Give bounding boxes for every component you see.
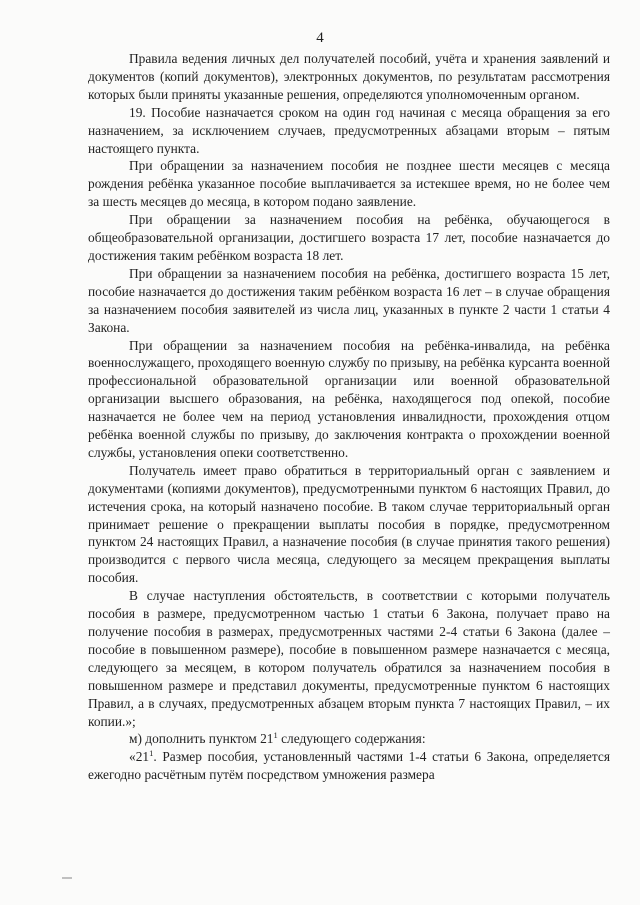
amendment-m-text-after: следующего содержания: xyxy=(277,731,426,747)
scan-artifact xyxy=(62,877,72,879)
amendment-m-text-before: м) дополнить пунктом 21 xyxy=(129,731,274,747)
paragraph-item-21-1 xyxy=(88,748,610,784)
document-body xyxy=(88,50,610,784)
item-21-1-text-after: . Размер пособия, установленный частями 1-4 статьи 6 Закона, определяется ежегодно расчётным путём посредством умножения размера xyxy=(88,749,610,783)
paragraph-item-19: 19. Пособие назначается сроком на один год начиная с месяца обращения за его назначением, за исключением случаев, предусмотренных абзацами вторым – пятым настоящего пункта. xyxy=(88,104,610,156)
paragraph-amendment-m xyxy=(88,730,610,748)
page-number: 4 xyxy=(316,30,324,46)
amendment-m-superscript: 1 xyxy=(273,730,278,741)
item-21-1-superscript: 1 xyxy=(149,748,154,759)
paragraph-recipient-right: Получатель имеет право обратиться в территориальный орган с заявлением и документами (копиями документов), предусмотренными пунктом 6 настоящих Правил, до истечения срока, на который назначено пособие. В таком случае территориальный орган принимает решение о прекращении выплаты пособия в порядке, предусмотренном пунктом 24 настоящих Правил, а назначение пособия (в случае принятия такого решения) производится с первого числа месяца, следующего за месяцем прекращения выплаты пособия. xyxy=(88,462,610,586)
paragraph-record-keeping: Правила ведения личных дел получателей пособий, учёта и хранения заявлений и документов (копий документов), электронных документов, по результатам рассмотрения которых были приняты указанные решения, определяются уполномоченным органом. xyxy=(88,51,610,102)
paragraph-increased-amount: В случае наступления обстоятельств, в соответствии с которыми получатель пособия в размере, предусмотренном частью 1 статьи 6 Закона, получает право на получение пособия в размерах, предусмотренных частями 2-4 статьи 6 Закона (далее – пособие в повышенном размере), пособие в повышенном размере назначается с месяца, следующего за месяцем, в котором получатель обратился за назначением пособия в повышенном размере и представил документы, предусмотренные пунктом 6 настоящих Правил, а в случаях, предусмотренных абзацем вторым пункта 7 настоящих Правил, – их копии.»; xyxy=(88,588,610,729)
paragraph-disabled-child: При обращении за назначением пособия на ребёнка-инвалида, на ребёнка военнослужащего, проходящего военную службу по призыву, на ребёнка курсанта военной профессиональной образовательной организации или военной образовательной организации высшего образования, на ребёнка, находящегося под опекой, пособие назначается не более чем на период установления инвалидности, прохождения отцом ребёнка военной службы по призыву, до заключения контракта о прохождении военной службы, установления опеки соответственно. xyxy=(88,337,610,460)
paragraph-six-months: При обращении за назначением пособия не позднее шести месяцев с месяца рождения ребёнка указанное пособие выплачивается за истекшее время, но не более чем за шесть месяцев до месяца, в котором подано заявление. xyxy=(88,158,610,210)
paragraph-age-15: При обращении за назначением пособия на ребёнка, достигшего возраста 15 лет, пособие назначается до достижения таким ребёнком возраста 16 лет – в случае обращения за назначением пособия заявителей из числа лиц, указанных в пункте 2 части 1 статьи 4 Закона. xyxy=(88,265,610,335)
item-21-1-text-before: «21 xyxy=(129,749,150,765)
paragraph-age-17: При обращении за назначением пособия на ребёнка, обучающегося в общеобразовательной организации, достигшего возраста 17 лет, пособие назначается до достижения таким ребёнком возраста 18 лет. xyxy=(88,212,610,263)
